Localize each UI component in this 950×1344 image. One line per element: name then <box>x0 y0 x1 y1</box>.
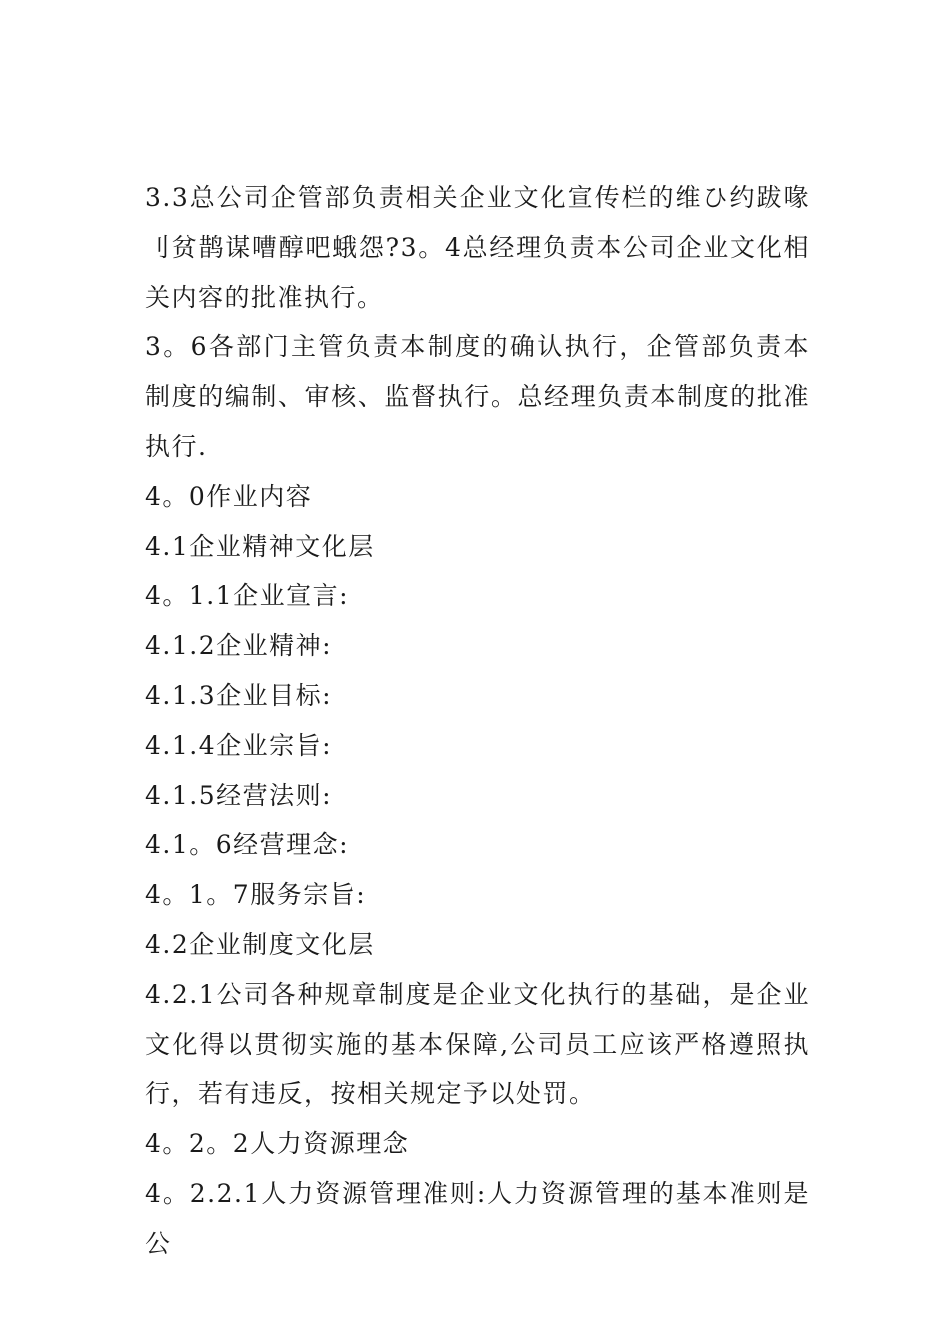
heading-4-2: 4.2企业制度文化层 <box>145 929 375 959</box>
paragraph-3-6: 3。6各部门主管负责本制度的确认执行，企管部负责本制度的编制、审核、监督执行。总经理负责本制度的批准执行. <box>145 332 810 461</box>
item-4-1-6: 4.1。6经营理念: <box>145 830 350 860</box>
item-4-1-7: 4。1。7服务宗旨: <box>145 880 367 910</box>
item-4-1-3: 4.1.3企业目标: <box>145 680 333 710</box>
paragraph-4-2-2-1: 4。2.2.1人力资源管理准则:人力资源管理的基本准则是公 <box>145 1178 810 1258</box>
paragraph-3-3: 3.3总公司企管部负责相关企业文化宣传栏的维ひ约跋喙刂贫鹊谋嘈醇吧蛾怨?3。4总经理负责本公司企业文化相关内容的批准执行。 <box>145 183 810 312</box>
item-4-1-4: 4.1.4企业宗旨: <box>145 730 333 760</box>
heading-4-2-2: 4。2。2人力资源理念 <box>145 1129 410 1159</box>
item-4-1-5: 4.1.5经营法则: <box>145 780 333 810</box>
heading-4-1: 4.1企业精神文化层 <box>145 531 375 561</box>
item-4-1-2: 4.1.2企业精神: <box>145 631 333 661</box>
item-4-1-1: 4。1.1企业宣言: <box>145 581 350 611</box>
paragraph-4-2-1: 4.2.1公司各种规章制度是企业文化执行的基础，是企业文化得以贯彻实施的基本保障,公司员工应该严格遵照执行，若有违反，按相关规定予以处罚。 <box>145 979 810 1109</box>
heading-4-0: 4。0作业内容 <box>145 481 313 511</box>
document-body <box>145 173 810 1269</box>
